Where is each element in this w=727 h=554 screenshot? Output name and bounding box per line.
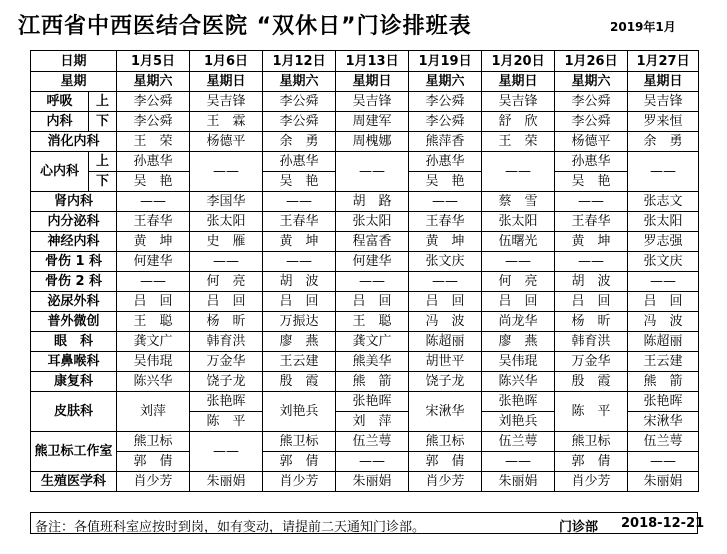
dept-cell: 普外微创 — [31, 312, 117, 332]
schedule-cell: 郭 倩 — [555, 452, 628, 472]
date-cell: 1月26日 — [555, 51, 628, 72]
schedule-cell: —— — [336, 272, 409, 292]
schedule-cell: 王 荣 — [117, 132, 190, 152]
footer-date: 2018-12-21 — [621, 516, 705, 531]
schedule-cell: 朱丽娟 — [336, 472, 409, 492]
schedule-cell: 张太阳 — [482, 212, 555, 232]
schedule-cell: 王 荣 — [482, 132, 555, 152]
schedule-cell: 殷 霞 — [263, 372, 336, 392]
schedule-cell: —— — [628, 452, 699, 472]
footer-dept: 门诊部 — [559, 520, 599, 535]
schedule-cell: 熊 箭 — [336, 372, 409, 392]
date-cell: 1月27日 — [628, 51, 699, 72]
schedule-cell: 黄 坤 — [117, 232, 190, 252]
sub-cell: 上 — [89, 92, 117, 112]
schedule-cell: 李公舜 — [555, 92, 628, 112]
schedule-cell: 刘 萍 — [336, 412, 409, 432]
dept-cell: 眼 科 — [31, 332, 117, 352]
schedule-cell: —— — [409, 192, 482, 212]
schedule-cell: 张艳晖 — [482, 392, 555, 412]
schedule-cell: 吴吉锋 — [628, 92, 699, 112]
dept-cell: 内分泌科 — [31, 212, 117, 232]
schedule-cell: 王 聪 — [336, 312, 409, 332]
weekday-cell: 星期六 — [263, 72, 336, 92]
row-xiaohua — [31, 132, 699, 152]
schedule-cell: 陈超丽 — [409, 332, 482, 352]
schedule-cell: 吕 回 — [628, 292, 699, 312]
schedule-cell: 伍兰萼 — [482, 432, 555, 452]
date-header-row — [31, 51, 699, 72]
schedule-cell: —— — [628, 152, 699, 192]
schedule-cell: 何 亮 — [190, 272, 263, 292]
schedule-cell: 王 霖 — [190, 112, 263, 132]
schedule-cell: 肖少芳 — [117, 472, 190, 492]
row-neifenmi — [31, 212, 699, 232]
schedule-cell: 刘艳兵 — [263, 392, 336, 432]
schedule-cell: 熊萍香 — [409, 132, 482, 152]
schedule-cell: 吕 回 — [482, 292, 555, 312]
weekday-cell: 星期六 — [117, 72, 190, 92]
schedule-cell: 刘萍 — [117, 392, 190, 432]
schedule-cell: 李公舜 — [117, 112, 190, 132]
schedule-cell: 万金华 — [190, 352, 263, 372]
schedule-cell: —— — [117, 192, 190, 212]
schedule-cell: —— — [263, 192, 336, 212]
date-cell: 1月13日 — [336, 51, 409, 72]
schedule-cell: 孙惠华 — [555, 152, 628, 172]
schedule-cell: 吴伟琨 — [482, 352, 555, 372]
row-huxi-up — [31, 92, 699, 112]
schedule-cell: 韩育洪 — [555, 332, 628, 352]
schedule-cell: 孙惠华 — [409, 152, 482, 172]
schedule-cell: 胡世平 — [409, 352, 482, 372]
schedule-cell: 冯 波 — [409, 312, 482, 332]
schedule-cell: 李公舜 — [555, 112, 628, 132]
schedule-cell: 肖少芳 — [409, 472, 482, 492]
schedule-cell: 万振达 — [263, 312, 336, 332]
dept-cell: 呼吸 — [31, 92, 89, 112]
schedule-cell: 刘艳兵 — [482, 412, 555, 432]
dept-cell: 泌尿外科 — [31, 292, 117, 312]
schedule-cell: 张太阳 — [190, 212, 263, 232]
weekday-cell: 星期日 — [482, 72, 555, 92]
dept-cell: 内科 — [31, 112, 89, 132]
weekday-cell: 星期日 — [628, 72, 699, 92]
schedule-cell: 肖少芳 — [555, 472, 628, 492]
schedule-cell: 龚文广 — [336, 332, 409, 352]
schedule-cell: 朱丽娟 — [190, 472, 263, 492]
schedule-cell: 李公舜 — [409, 112, 482, 132]
footer-note-bar — [30, 512, 705, 535]
schedule-cell: —— — [482, 152, 555, 192]
schedule-cell: 廖 燕 — [482, 332, 555, 352]
schedule-cell: 冯 波 — [628, 312, 699, 332]
schedule-cell: 罗志强 — [628, 232, 699, 252]
row-huxi-down — [31, 112, 699, 132]
date-cell: 1月12日 — [263, 51, 336, 72]
row-xiong-up — [31, 432, 699, 452]
row-shengzhi — [31, 472, 699, 492]
schedule-cell: 饶子龙 — [409, 372, 482, 392]
schedule-cell: —— — [628, 272, 699, 292]
dept-cell: 骨伤 2 科 — [31, 272, 117, 292]
dept-cell: 生殖医学科 — [31, 472, 117, 492]
schedule-cell: 万金华 — [555, 352, 628, 372]
schedule-cell: 熊卫标 — [117, 432, 190, 452]
title-date: 2019年1月 — [610, 20, 676, 34]
date-cell: 1月6日 — [190, 51, 263, 72]
schedule-cell: 杨 昕 — [190, 312, 263, 332]
dept-cell: 耳鼻喉科 — [31, 352, 117, 372]
schedule-cell: —— — [336, 152, 409, 192]
weekday-header-row — [31, 72, 699, 92]
schedule-cell: —— — [482, 452, 555, 472]
schedule-cell: 吕 回 — [409, 292, 482, 312]
row-gushang1 — [31, 252, 699, 272]
schedule-cell: 王春华 — [555, 212, 628, 232]
schedule-cell: 吕 回 — [555, 292, 628, 312]
dept-cell: 肾内科 — [31, 192, 117, 212]
schedule-cell: 朱丽娟 — [482, 472, 555, 492]
schedule-cell: —— — [555, 252, 628, 272]
schedule-cell: 熊美华 — [336, 352, 409, 372]
row-pifu-up — [31, 392, 699, 412]
schedule-cell: 郭 倩 — [409, 452, 482, 472]
row-erbi — [31, 352, 699, 372]
schedule-cell: 伍曙光 — [482, 232, 555, 252]
row-yanke — [31, 332, 699, 352]
schedule-cell: 吕 回 — [336, 292, 409, 312]
schedule-table — [30, 50, 699, 492]
schedule-cell: 陈兴华 — [117, 372, 190, 392]
date-label: 日期 — [31, 51, 117, 72]
schedule-cell: 余 勇 — [263, 132, 336, 152]
schedule-cell: —— — [263, 252, 336, 272]
schedule-cell: 王云建 — [628, 352, 699, 372]
schedule-cell: 王春华 — [263, 212, 336, 232]
schedule-cell: 张太阳 — [336, 212, 409, 232]
schedule-cell: 尚龙华 — [482, 312, 555, 332]
schedule-cell: 陈超丽 — [628, 332, 699, 352]
dept-cell: 神经内科 — [31, 232, 117, 252]
schedule-cell: 杨德平 — [190, 132, 263, 152]
weekday-label: 星期 — [31, 72, 117, 92]
schedule-cell: 朱丽娟 — [628, 472, 699, 492]
schedule-cell: 吴 艳 — [409, 172, 482, 192]
schedule-cell: 龚文广 — [117, 332, 190, 352]
schedule-cell: 殷 霞 — [555, 372, 628, 392]
schedule-cell: 张艳晖 — [336, 392, 409, 412]
schedule-cell: —— — [555, 192, 628, 212]
schedule-cell: 张太阳 — [628, 212, 699, 232]
schedule-cell: 陈 平 — [555, 392, 628, 432]
schedule-cell: 吴 艳 — [263, 172, 336, 192]
schedule-cell: 蔡 雪 — [482, 192, 555, 212]
dept-cell: 熊卫标工作室 — [31, 432, 117, 472]
schedule-cell: 张文庆 — [409, 252, 482, 272]
row-shenjing — [31, 232, 699, 252]
schedule-cell: 李公舜 — [263, 92, 336, 112]
schedule-cell: 李公舜 — [263, 112, 336, 132]
schedule-cell: 吴吉锋 — [336, 92, 409, 112]
schedule-cell: 廖 燕 — [263, 332, 336, 352]
schedule-cell: 李公舜 — [409, 92, 482, 112]
row-gushang2 — [31, 272, 699, 292]
schedule-cell: 李国华 — [190, 192, 263, 212]
schedule-cell: 罗来恒 — [628, 112, 699, 132]
schedule-cell: 张艳晖 — [190, 392, 263, 412]
schedule-cell: 吕 回 — [117, 292, 190, 312]
schedule-cell: —— — [190, 432, 263, 472]
schedule-cell: —— — [190, 252, 263, 272]
schedule-cell: 黄 坤 — [263, 232, 336, 252]
dept-cell: 心内科 — [31, 152, 89, 192]
row-xiong-down — [31, 452, 699, 472]
schedule-cell: 孙惠华 — [117, 152, 190, 172]
date-cell: 1月19日 — [409, 51, 482, 72]
dept-cell: 康复科 — [31, 372, 117, 392]
schedule-cell: 史 雁 — [190, 232, 263, 252]
schedule-cell: 张文庆 — [628, 252, 699, 272]
schedule-cell: 黄 坤 — [555, 232, 628, 252]
schedule-cell: 陈 平 — [190, 412, 263, 432]
schedule-cell: 黄 坤 — [409, 232, 482, 252]
weekday-cell: 星期六 — [555, 72, 628, 92]
schedule-cell: 杨德平 — [555, 132, 628, 152]
schedule-cell: 肖少芳 — [263, 472, 336, 492]
date-cell: 1月20日 — [482, 51, 555, 72]
schedule-cell: —— — [117, 272, 190, 292]
schedule-cell: 吴伟琨 — [117, 352, 190, 372]
row-miniao — [31, 292, 699, 312]
schedule-cell: 舒 欣 — [482, 112, 555, 132]
schedule-cell: 余 勇 — [628, 132, 699, 152]
schedule-cell: 程富香 — [336, 232, 409, 252]
schedule-cell: 韩育洪 — [190, 332, 263, 352]
schedule-cell: 张志文 — [628, 192, 699, 212]
weekday-cell: 星期日 — [190, 72, 263, 92]
schedule-cell: 吕 回 — [263, 292, 336, 312]
schedule-cell: 吕 回 — [190, 292, 263, 312]
row-puwai — [31, 312, 699, 332]
schedule-cell: 张艳晖 — [628, 392, 699, 412]
footer-note: 备注：各值班科室应按时到岗，如有变动，请提前二天通知门诊部。 — [35, 520, 426, 535]
schedule-cell: 王春华 — [117, 212, 190, 232]
row-kangfu — [31, 372, 699, 392]
schedule-cell: 何建华 — [336, 252, 409, 272]
schedule-cell: 吴 艳 — [555, 172, 628, 192]
schedule-cell: 熊卫标 — [263, 432, 336, 452]
schedule-cell: 胡 波 — [555, 272, 628, 292]
schedule-cell: 熊 箭 — [628, 372, 699, 392]
schedule-cell: 吴 艳 — [117, 172, 190, 192]
sub-cell: 下 — [89, 172, 117, 192]
schedule-cell: 王云建 — [263, 352, 336, 372]
schedule-cell: 孙惠华 — [263, 152, 336, 172]
schedule-cell: 何 亮 — [482, 272, 555, 292]
sub-cell: 下 — [89, 112, 117, 132]
schedule-cell: 李公舜 — [117, 92, 190, 112]
schedule-cell: 熊卫标 — [409, 432, 482, 452]
row-shennei — [31, 192, 699, 212]
weekday-cell: 星期日 — [336, 72, 409, 92]
schedule-cell: 吴吉锋 — [190, 92, 263, 112]
row-xinnei-up — [31, 152, 699, 172]
page-title: 江西省中西医结合医院 “双休日”门诊排班表 — [18, 14, 472, 39]
schedule-cell: 郭 倩 — [263, 452, 336, 472]
dept-cell: 皮肤科 — [31, 392, 117, 432]
schedule-cell: 杨 昕 — [555, 312, 628, 332]
dept-cell: 消化内科 — [31, 132, 117, 152]
schedule-cell: 周槐娜 — [336, 132, 409, 152]
schedule-cell: 熊卫标 — [555, 432, 628, 452]
schedule-cell: 王 聪 — [117, 312, 190, 332]
schedule-cell: 饶子龙 — [190, 372, 263, 392]
schedule-cell: —— — [409, 272, 482, 292]
schedule-cell: 伍兰萼 — [628, 432, 699, 452]
schedule-cell: 宋湫华 — [628, 412, 699, 432]
schedule-cell: 郭 倩 — [117, 452, 190, 472]
schedule-cell: 宋湫华 — [409, 392, 482, 432]
schedule-cell: 胡 路 — [336, 192, 409, 212]
title-area — [0, 0, 727, 40]
sub-cell: 上 — [89, 152, 117, 172]
schedule-cell: 吴吉锋 — [482, 92, 555, 112]
weekday-cell: 星期六 — [409, 72, 482, 92]
schedule-cell: 王春华 — [409, 212, 482, 232]
schedule-cell: 伍兰萼 — [336, 432, 409, 452]
schedule-cell: —— — [336, 452, 409, 472]
schedule-cell: 陈兴华 — [482, 372, 555, 392]
schedule-cell: 胡 波 — [263, 272, 336, 292]
schedule-cell: 周建军 — [336, 112, 409, 132]
schedule-cell: —— — [482, 252, 555, 272]
date-cell: 1月5日 — [117, 51, 190, 72]
schedule-cell: —— — [190, 152, 263, 192]
schedule-cell: 何建华 — [117, 252, 190, 272]
dept-cell: 骨伤 1 科 — [31, 252, 117, 272]
